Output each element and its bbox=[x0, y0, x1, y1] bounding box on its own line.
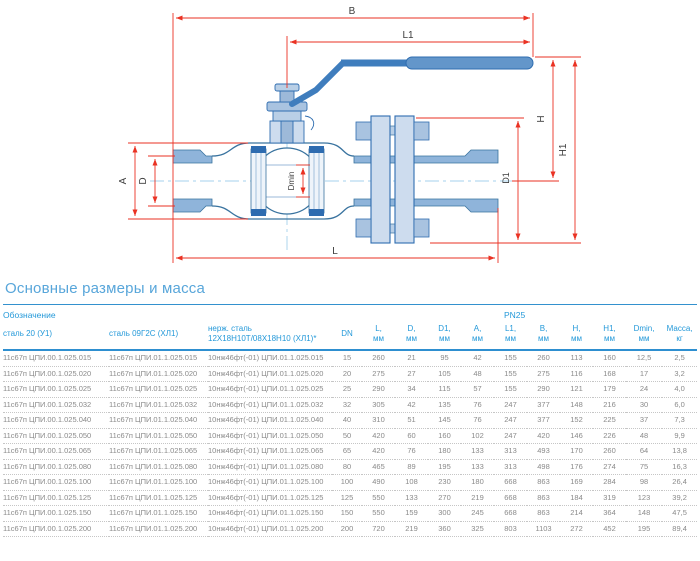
dim-label-b: B bbox=[348, 6, 356, 17]
column-header-d1: D1, мм bbox=[428, 322, 461, 350]
value-cell: 95 bbox=[428, 350, 461, 366]
table-row bbox=[3, 397, 697, 413]
designation-cell: 11с67п ЦПИ.01.1.025.050 bbox=[109, 428, 208, 444]
value-cell: 247 bbox=[494, 397, 527, 413]
valve-technical-drawing bbox=[0, 0, 700, 279]
dim-label-h1: H1 bbox=[558, 143, 569, 157]
value-cell: 51 bbox=[395, 413, 428, 429]
column-header-h: H, мм bbox=[560, 322, 593, 350]
value-cell: 148 bbox=[626, 506, 662, 522]
value-cell: 57 bbox=[461, 382, 494, 398]
value-cell: 25 bbox=[332, 382, 362, 398]
value-cell: 89 bbox=[395, 459, 428, 475]
column-header-steel09g2s: сталь 09Г2С (ХЛ1) bbox=[109, 322, 208, 350]
value-cell: 152 bbox=[560, 413, 593, 429]
designation-cell: 10нж46фт(-01) ЦПИ.01.1.025.100 bbox=[208, 475, 332, 491]
designation-cell: 11с67п ЦПИ.00.1.025.032 bbox=[3, 397, 109, 413]
column-header-d: D, мм bbox=[395, 322, 428, 350]
designation-cell: 11с67п ЦПИ.00.1.025.025 bbox=[3, 382, 109, 398]
column-header-l1: L1, мм bbox=[494, 322, 527, 350]
value-cell: 89,4 bbox=[662, 521, 697, 537]
designation-cell: 11с67п ЦПИ.01.1.025.200 bbox=[109, 521, 208, 537]
value-cell: 290 bbox=[527, 382, 560, 398]
table-row bbox=[3, 366, 697, 382]
value-cell: 48 bbox=[461, 366, 494, 382]
value-cell: 145 bbox=[428, 413, 461, 429]
value-cell: 108 bbox=[395, 475, 428, 491]
value-cell: 34 bbox=[395, 382, 428, 398]
value-cell: 465 bbox=[362, 459, 395, 475]
value-cell: 76 bbox=[461, 397, 494, 413]
value-cell: 15 bbox=[332, 350, 362, 366]
value-cell: 216 bbox=[593, 397, 626, 413]
value-cell: 155 bbox=[494, 350, 527, 366]
designation-cell: 11с67п ЦПИ.00.1.025.150 bbox=[3, 506, 109, 522]
value-cell: 284 bbox=[593, 475, 626, 491]
designation-cell: 11с67п ЦПИ.00.1.025.125 bbox=[3, 490, 109, 506]
value-cell: 313 bbox=[494, 459, 527, 475]
value-cell: 155 bbox=[494, 366, 527, 382]
column-header-h1: H1, мм bbox=[593, 322, 626, 350]
value-cell: 1103 bbox=[527, 521, 560, 537]
designation-cell: 11с67п ЦПИ.00.1.025.200 bbox=[3, 521, 109, 537]
value-cell: 260 bbox=[362, 350, 395, 366]
designation-cell: 10нж46фт(-01) ЦПИ.01.1.025.050 bbox=[208, 428, 332, 444]
dim-label-dmin: Dmin bbox=[287, 171, 296, 191]
value-cell: 98 bbox=[626, 475, 662, 491]
value-cell: 863 bbox=[527, 475, 560, 491]
value-cell: 9,9 bbox=[662, 428, 697, 444]
value-cell: 275 bbox=[362, 366, 395, 382]
value-cell: 245 bbox=[461, 506, 494, 522]
value-cell: 125 bbox=[332, 490, 362, 506]
designation-cell: 11с67п ЦПИ.01.1.025.015 bbox=[109, 350, 208, 366]
value-cell: 133 bbox=[461, 444, 494, 460]
value-cell: 452 bbox=[593, 521, 626, 537]
designation-cell: 11с67п ЦПИ.00.1.025.100 bbox=[3, 475, 109, 491]
column-header-a: A, мм bbox=[461, 322, 494, 350]
flange-pair bbox=[356, 116, 429, 243]
value-cell: 100 bbox=[332, 475, 362, 491]
column-header-b: B, мм bbox=[527, 322, 560, 350]
dim-label-h: H bbox=[536, 115, 547, 123]
table-row bbox=[3, 490, 697, 506]
table-row bbox=[3, 475, 697, 491]
value-cell: 179 bbox=[593, 382, 626, 398]
value-cell: 105 bbox=[428, 366, 461, 382]
value-cell: 160 bbox=[593, 350, 626, 366]
value-cell: 274 bbox=[593, 459, 626, 475]
value-cell: 16,3 bbox=[662, 459, 697, 475]
designation-cell: 11с67п ЦПИ.01.1.025.065 bbox=[109, 444, 208, 460]
designation-cell: 11с67п ЦПИ.01.1.025.150 bbox=[109, 506, 208, 522]
value-cell: 200 bbox=[332, 521, 362, 537]
value-cell: 102 bbox=[461, 428, 494, 444]
value-cell: 176 bbox=[560, 459, 593, 475]
value-cell: 195 bbox=[626, 521, 662, 537]
table-row bbox=[3, 428, 697, 444]
value-cell: 116 bbox=[560, 366, 593, 382]
value-cell: 24 bbox=[626, 382, 662, 398]
value-cell: 50 bbox=[332, 428, 362, 444]
value-cell: 420 bbox=[527, 428, 560, 444]
value-cell: 230 bbox=[428, 475, 461, 491]
value-cell: 42 bbox=[461, 350, 494, 366]
value-cell: 2,5 bbox=[662, 350, 697, 366]
designation-cell: 11с67п ЦПИ.01.1.025.020 bbox=[109, 366, 208, 382]
value-cell: 195 bbox=[428, 459, 461, 475]
value-cell: 121 bbox=[560, 382, 593, 398]
value-cell: 20 bbox=[332, 366, 362, 382]
dim-label-d1: D1 bbox=[501, 172, 511, 184]
value-cell: 32 bbox=[332, 397, 362, 413]
stainless-line2: 12Х18Н10Т/08Х18Н10 (ХЛ1)* bbox=[208, 334, 317, 343]
value-cell: 26,4 bbox=[662, 475, 697, 491]
value-cell: 123 bbox=[626, 490, 662, 506]
value-cell: 498 bbox=[527, 459, 560, 475]
value-cell: 76 bbox=[461, 413, 494, 429]
value-cell: 7,3 bbox=[662, 413, 697, 429]
designation-cell: 11с67п ЦПИ.00.1.025.065 bbox=[3, 444, 109, 460]
value-cell: 37 bbox=[626, 413, 662, 429]
value-cell: 270 bbox=[428, 490, 461, 506]
value-cell: 260 bbox=[593, 444, 626, 460]
value-cell: 180 bbox=[428, 444, 461, 460]
value-cell: 160 bbox=[428, 428, 461, 444]
table-row bbox=[3, 444, 697, 460]
value-cell: 219 bbox=[395, 521, 428, 537]
value-cell: 420 bbox=[362, 428, 395, 444]
value-cell: 863 bbox=[527, 506, 560, 522]
value-cell: 135 bbox=[428, 397, 461, 413]
designation-cell: 11с67п ЦПИ.00.1.025.015 bbox=[3, 350, 109, 366]
value-cell: 300 bbox=[428, 506, 461, 522]
value-cell: 30 bbox=[626, 397, 662, 413]
designation-cell: 11с67п ЦПИ.01.1.025.025 bbox=[109, 382, 208, 398]
value-cell: 168 bbox=[593, 366, 626, 382]
value-cell: 40 bbox=[332, 413, 362, 429]
value-cell: 275 bbox=[527, 366, 560, 382]
column-header-dn: DN bbox=[332, 322, 362, 350]
designation-cell: 10нж46фт(-01) ЦПИ.01.1.025.015 bbox=[208, 350, 332, 366]
column-header-mass: Масса, кг bbox=[662, 322, 697, 350]
value-cell: 720 bbox=[362, 521, 395, 537]
value-cell: 76 bbox=[395, 444, 428, 460]
designation-cell: 11с67п ЦПИ.00.1.025.080 bbox=[3, 459, 109, 475]
value-cell: 3,2 bbox=[662, 366, 697, 382]
table-row bbox=[3, 459, 697, 475]
value-cell: 313 bbox=[494, 444, 527, 460]
value-cell: 42 bbox=[395, 397, 428, 413]
designation-group-header: Обозначение bbox=[3, 310, 56, 320]
value-cell: 247 bbox=[494, 428, 527, 444]
value-cell: 550 bbox=[362, 506, 395, 522]
value-cell: 305 bbox=[362, 397, 395, 413]
dim-label-d: D bbox=[138, 177, 149, 185]
value-cell: 6,0 bbox=[662, 397, 697, 413]
value-cell: 325 bbox=[461, 521, 494, 537]
column-header-l: L, мм bbox=[362, 322, 395, 350]
dim-label-a: A bbox=[118, 177, 129, 185]
value-cell: 364 bbox=[593, 506, 626, 522]
table-row bbox=[3, 382, 697, 398]
value-cell: 420 bbox=[362, 444, 395, 460]
value-cell: 260 bbox=[527, 350, 560, 366]
value-cell: 21 bbox=[395, 350, 428, 366]
value-cell: 75 bbox=[626, 459, 662, 475]
designation-cell: 10нж46фт(-01) ЦПИ.01.1.025.032 bbox=[208, 397, 332, 413]
value-cell: 668 bbox=[494, 506, 527, 522]
value-cell: 65 bbox=[332, 444, 362, 460]
value-cell: 60 bbox=[395, 428, 428, 444]
value-cell: 169 bbox=[560, 475, 593, 491]
designation-cell: 10нж46фт(-01) ЦПИ.01.1.025.040 bbox=[208, 413, 332, 429]
value-cell: 225 bbox=[593, 413, 626, 429]
column-header-dmin: Dmin, мм bbox=[626, 322, 662, 350]
table-column-header-row bbox=[3, 322, 697, 350]
value-cell: 39,2 bbox=[662, 490, 697, 506]
value-cell: 133 bbox=[461, 459, 494, 475]
value-cell: 113 bbox=[560, 350, 593, 366]
value-cell: 47,5 bbox=[662, 506, 697, 522]
value-cell: 360 bbox=[428, 521, 461, 537]
table-row bbox=[3, 413, 697, 429]
column-header-stainless bbox=[208, 322, 332, 350]
designation-cell: 11с67п ЦПИ.01.1.025.100 bbox=[109, 475, 208, 491]
table-row bbox=[3, 506, 697, 522]
designation-cell: 10нж46фт(-01) ЦПИ.01.1.025.065 bbox=[208, 444, 332, 460]
designation-cell: 11с67п ЦПИ.01.1.025.080 bbox=[109, 459, 208, 475]
value-cell: 148 bbox=[560, 397, 593, 413]
designation-cell: 10нж46фт(-01) ЦПИ.01.1.025.025 bbox=[208, 382, 332, 398]
table-group-header-row bbox=[3, 305, 697, 323]
value-cell: 170 bbox=[560, 444, 593, 460]
designation-cell: 10нж46фт(-01) ЦПИ.01.1.025.150 bbox=[208, 506, 332, 522]
pressure-class-header: PN25 bbox=[503, 310, 526, 320]
value-cell: 863 bbox=[527, 490, 560, 506]
value-cell: 150 bbox=[332, 506, 362, 522]
designation-cell: 11с67п ЦПИ.01.1.025.125 bbox=[109, 490, 208, 506]
value-cell: 13,8 bbox=[662, 444, 697, 460]
value-cell: 668 bbox=[494, 475, 527, 491]
table-row bbox=[3, 350, 697, 366]
value-cell: 668 bbox=[494, 490, 527, 506]
dim-label-l: L bbox=[332, 246, 338, 257]
designation-cell: 10нж46фт(-01) ЦПИ.01.1.025.080 bbox=[208, 459, 332, 475]
value-cell: 310 bbox=[362, 413, 395, 429]
dim-label-l1: L1 bbox=[402, 30, 414, 41]
centerlines bbox=[150, 86, 515, 252]
value-cell: 27 bbox=[395, 366, 428, 382]
designation-cell: 10нж46фт(-01) ЦПИ.01.1.025.125 bbox=[208, 490, 332, 506]
designation-cell: 11с67п ЦПИ.00.1.025.050 bbox=[3, 428, 109, 444]
value-cell: 155 bbox=[494, 382, 527, 398]
designation-cell: 10нж46фт(-01) ЦПИ.01.1.025.200 bbox=[208, 521, 332, 537]
value-cell: 64 bbox=[626, 444, 662, 460]
stainless-line1: нерж. сталь bbox=[208, 324, 252, 333]
value-cell: 290 bbox=[362, 382, 395, 398]
value-cell: 184 bbox=[560, 490, 593, 506]
designation-cell: 11с67п ЦПИ.01.1.025.032 bbox=[109, 397, 208, 413]
value-cell: 214 bbox=[560, 506, 593, 522]
value-cell: 219 bbox=[461, 490, 494, 506]
table-row bbox=[3, 521, 697, 537]
designation-cell: 11с67п ЦПИ.01.1.025.040 bbox=[109, 413, 208, 429]
value-cell: 180 bbox=[461, 475, 494, 491]
extension-lines bbox=[128, 13, 581, 263]
value-cell: 803 bbox=[494, 521, 527, 537]
value-cell: 490 bbox=[362, 475, 395, 491]
value-cell: 133 bbox=[395, 490, 428, 506]
value-cell: 4,0 bbox=[662, 382, 697, 398]
value-cell: 377 bbox=[527, 413, 560, 429]
value-cell: 159 bbox=[395, 506, 428, 522]
dimension-lines bbox=[135, 18, 575, 258]
value-cell: 272 bbox=[560, 521, 593, 537]
value-cell: 377 bbox=[527, 397, 560, 413]
value-cell: 80 bbox=[332, 459, 362, 475]
value-cell: 48 bbox=[626, 428, 662, 444]
value-cell: 115 bbox=[428, 382, 461, 398]
page-title: Основные размеры и масса bbox=[5, 280, 206, 297]
value-cell: 550 bbox=[362, 490, 395, 506]
value-cell: 146 bbox=[560, 428, 593, 444]
value-cell: 493 bbox=[527, 444, 560, 460]
value-cell: 12,5 bbox=[626, 350, 662, 366]
value-cell: 226 bbox=[593, 428, 626, 444]
value-cell: 17 bbox=[626, 366, 662, 382]
handle bbox=[292, 57, 533, 104]
dimensions-table bbox=[3, 304, 697, 537]
designation-cell: 11с67п ЦПИ.00.1.025.040 bbox=[3, 413, 109, 429]
designation-cell: 10нж46фт(-01) ЦПИ.01.1.025.020 bbox=[208, 366, 332, 382]
value-cell: 247 bbox=[494, 413, 527, 429]
designation-cell: 11с67п ЦПИ.00.1.025.020 bbox=[3, 366, 109, 382]
column-header-steel20: сталь 20 (У1) bbox=[3, 322, 109, 350]
value-cell: 319 bbox=[593, 490, 626, 506]
